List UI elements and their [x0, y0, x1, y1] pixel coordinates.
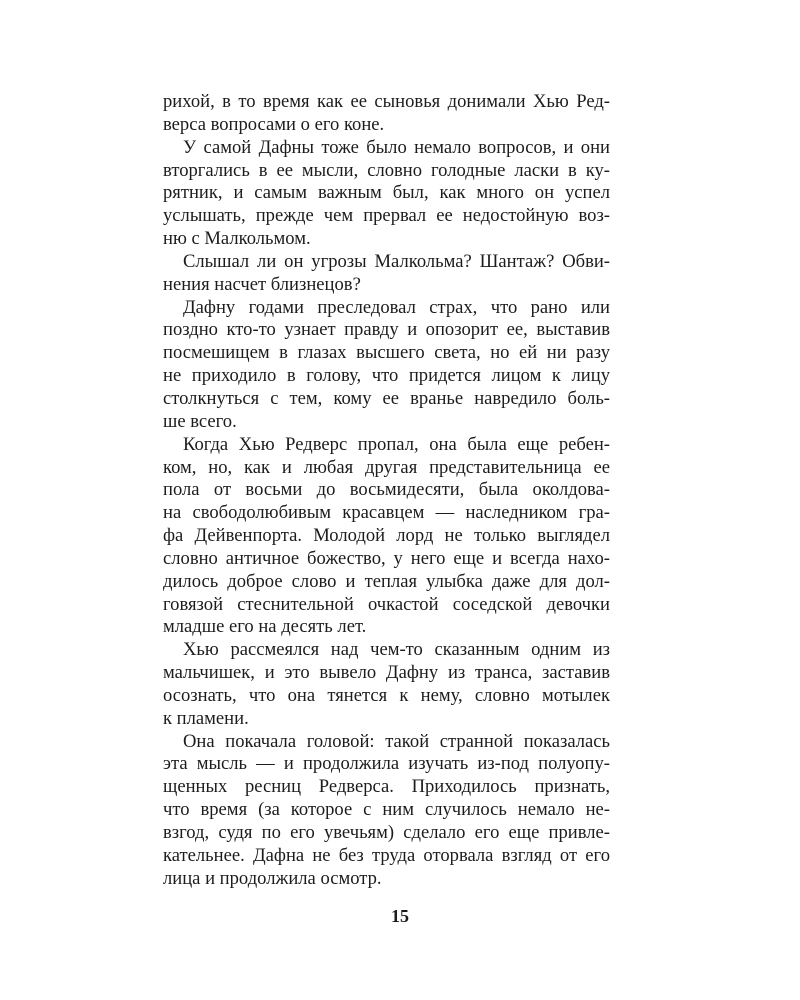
- text-line: Хью рассмеялся над чем-то сказанным одним из: [183, 639, 610, 661]
- paragraph: [163, 434, 610, 640]
- text-line: словно античное божество, у него еще и всегда нахо-: [163, 547, 610, 569]
- page-text: [163, 91, 610, 891]
- text-line: взгод, судя по его увечьям) сделало его еще привле-: [163, 822, 610, 843]
- text-line: лица и продолжила осмотр.: [163, 867, 382, 889]
- paragraph: [163, 251, 610, 297]
- text-line: кательнее. Дафна не без труда оторвала взгляд от его: [163, 844, 610, 866]
- text-line: что время (за которое с ним случилось немало не-: [163, 799, 610, 821]
- text-line: рихой, в то время как ее сыновья донимали Хью Ред-: [163, 91, 610, 112]
- text-line: поздно кто-то узнает правду и опозорит ее, выставив: [163, 319, 610, 341]
- text-line: нения насчет близнецов?: [163, 273, 361, 295]
- text-line: верса вопросами о его коне.: [163, 113, 385, 135]
- text-line: не приходило в голову, что придется лицом к лицу: [163, 365, 610, 387]
- text-line: Дафну годами преследовал страх, что рано или: [183, 296, 610, 318]
- text-line: на свободолюбивым красавцем — наследником гра-: [163, 502, 610, 524]
- text-line: посмешищем в глазах высшего света, но ей ни разу: [163, 342, 610, 364]
- paragraph: [163, 91, 610, 137]
- text-line: мальчишек, и это вывело Дафну из транса, заставив: [163, 662, 610, 684]
- text-line: ше всего.: [163, 410, 237, 432]
- text-line: услышать, прежде чем прервал ее недостойную воз-: [163, 205, 610, 227]
- text-line: эта мысль — и продолжила изучать из-под полуопу-: [163, 753, 610, 775]
- text-line: щенных ресниц Редверса. Приходилось признать,: [163, 776, 610, 798]
- page-number: 15: [391, 906, 409, 926]
- text-line: младше его на десять лет.: [163, 616, 367, 638]
- text-line: У самой Дафны тоже было немало вопросов, и они: [183, 136, 610, 158]
- text-line: ню с Малкольмом.: [163, 228, 311, 250]
- paragraph: [163, 731, 610, 891]
- text-line: Когда Хью Редверс пропал, она была еще ребен-: [183, 433, 610, 455]
- paragraph: [163, 297, 610, 434]
- text-line: ком, но, как и любая другая представительница ее: [163, 456, 610, 478]
- text-line: говязой стеснительной очкастой соседской девочки: [163, 593, 610, 615]
- text-line: пола от восьми до восьмидесяти, была околдова-: [163, 479, 610, 501]
- text-line: рятник, и самым важным был, как много он успел: [163, 182, 610, 204]
- text-line: вторгались в ее мысли, словно голодные ласки в ку-: [163, 159, 610, 181]
- text-line: столкнуться с тем, кому ее вранье навредило боль-: [163, 387, 610, 409]
- text-line: Слышал ли он угрозы Малкольма? Шантаж? Обви-: [183, 250, 610, 272]
- paragraph: [163, 137, 610, 251]
- text-line: дилось доброе слово и теплая улыбка даже для дол-: [163, 570, 610, 592]
- text-line: фа Дейвенпорта. Молодой лорд не только выглядел: [163, 525, 610, 547]
- paragraph: [163, 639, 610, 730]
- text-line: к пламени.: [163, 707, 249, 729]
- text-line: Она покачала головой: такой странной показалась: [183, 730, 610, 752]
- text-line: осознать, что она тянется к нему, словно мотылек: [163, 684, 610, 706]
